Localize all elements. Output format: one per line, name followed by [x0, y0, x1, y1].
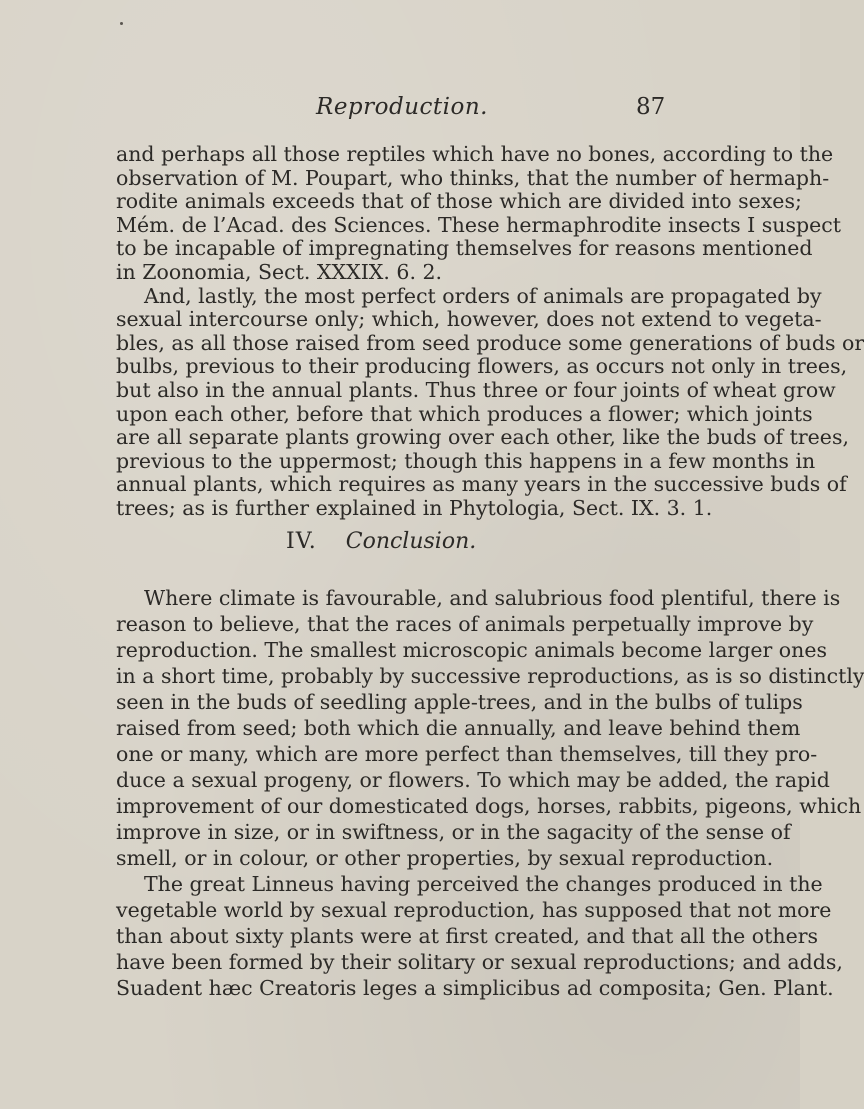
text-line: observation of M. Poupart, who thinks, that the number of hermaph- [116, 165, 830, 190]
text-line: bles, as all those raised from seed produce some generations of buds or [116, 330, 864, 355]
text-line: Where climate is favourable, and salubrious food plentiful, there is [144, 586, 841, 610]
text-line: in a short time, probably by successive reproductions, as is so distinctly [116, 664, 864, 688]
text-line: duce a sexual progeny, or flowers. To which may be added, the rapid [116, 768, 830, 792]
text-line: have been formed by their solitary or sexual reproductions; and adds, [116, 950, 843, 974]
section-title: Conclusion. [345, 529, 477, 554]
text-line: smell, or in colour, or other properties, by sexual reproduction. [116, 846, 774, 870]
section-number: IV. [286, 529, 317, 554]
page-number: 87 [636, 94, 666, 120]
text-line: bulbs, previous to their producing flowers, as occurs not only in trees, [116, 354, 848, 379]
ink-speck [120, 22, 123, 25]
text-line: raised from seed; both which die annually, and leave behind them [116, 716, 801, 740]
text-line: upon each other, before that which produces a flower; which joints [116, 401, 813, 426]
text-line: sexual intercourse only; which, however, does not extend to vegeta- [116, 307, 822, 332]
text-line: in Zoonomia, Sect. XXXIX. 6. 2. [116, 260, 443, 284]
text-line: reproduction. The smallest microscopic animals become larger ones [116, 638, 827, 662]
running-title: Reproduction. [316, 94, 488, 120]
text-line: one or many, which are more perfect than themselves, till they pro- [116, 742, 818, 766]
text-line: improve in size, or in swiftness, or in the sagacity of the sense of [116, 820, 791, 844]
section-heading [286, 529, 476, 554]
text-line: are all separate plants growing over each other, like the buds of trees, [116, 425, 849, 450]
text-line: vegetable world by sexual reproduction, has supposed that not more [116, 898, 832, 922]
text-line: seen in the buds of seedling apple-trees, and in the bulbs of tulips [116, 690, 803, 714]
text-line: but also in the annual plants. Thus three or four joints of wheat grow [116, 378, 836, 402]
text-line: And, lastly, the most perfect orders of animals are propagated by [144, 283, 822, 308]
text-line: Suadent hæc Creatoris leges a simplicibus ad composita; Gen. Plant. [116, 976, 834, 1000]
text-line: trees; as is further explained in Phytologia, Sect. IX. 3. 1. [116, 496, 713, 520]
text-line: Mém. de l’Acad. des Sciences. These hermaphrodite insects I suspect [116, 212, 841, 237]
text-line: rodite animals exceeds that of those which are divided into sexes; [116, 189, 802, 214]
text-line: reason to believe, that the races of animals perpetually improve by [116, 612, 814, 636]
text-line: previous to the uppermost; though this happens in a few months in [116, 448, 816, 473]
running-head [0, 94, 800, 124]
text-line: than about sixty plants were at first created, and that all the others [116, 924, 819, 948]
text-line: and perhaps all those reptiles which have no bones, according to the [116, 142, 834, 166]
text-line: improvement of our domesticated dogs, horses, rabbits, pigeons, which [116, 794, 862, 818]
text-line: annual plants, which requires as many years in the successive buds of [116, 472, 847, 497]
text-line: The great Linneus having perceived the changes produced in the [144, 872, 823, 896]
text-line: to be incapable of impregnating themselves for reasons mentioned [116, 236, 813, 261]
